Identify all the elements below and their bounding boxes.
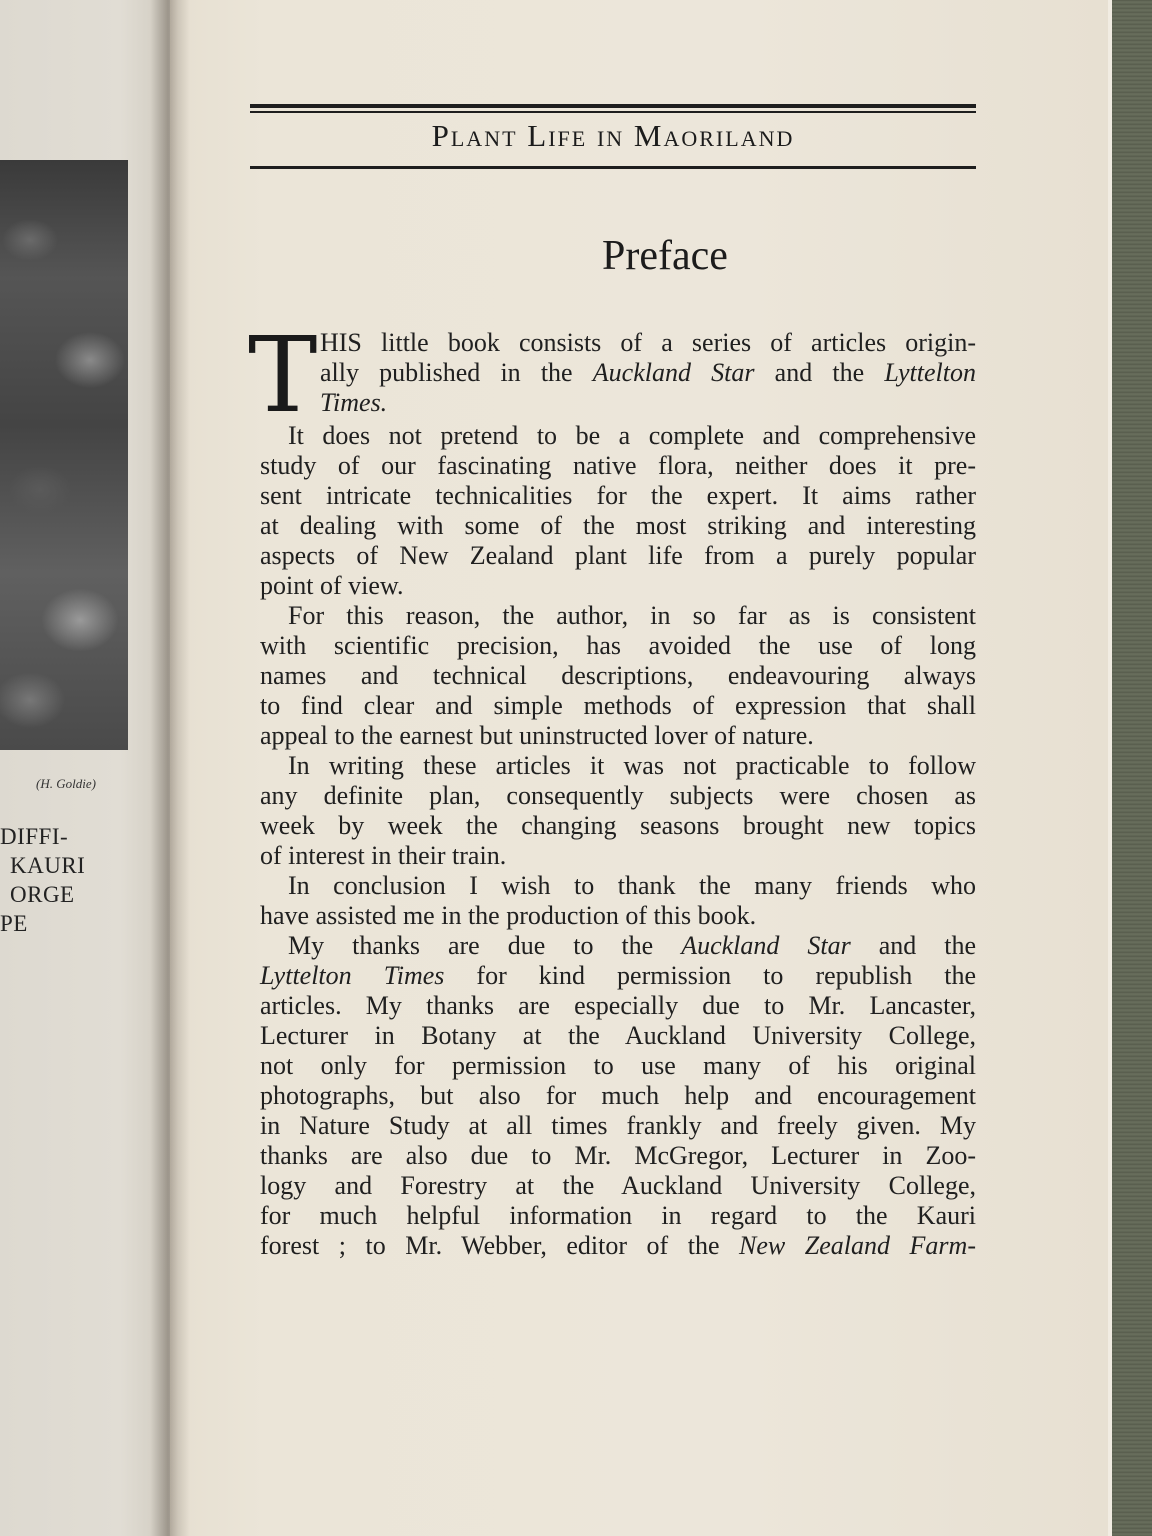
text-span: forest ; to Mr. Webber, editor of the [260, 1231, 740, 1260]
text-line [260, 1231, 976, 1261]
text-span: My thanks are due to the [288, 931, 682, 960]
text-line: week by week the changing seasons brought new topics [260, 811, 976, 840]
text-line: with scientific precision, has avoided the use of long [260, 631, 976, 660]
running-head: Plant Life in Maoriland [431, 118, 795, 153]
text-span: for kind permission to republish the [444, 961, 977, 990]
caption-line: KAURI [10, 853, 86, 878]
caption-line: ORGE [10, 882, 75, 907]
text-line: to find clear and simple methods of expression that shall [260, 691, 976, 720]
text-line: for much helpful information in regard to the Kauri [260, 1201, 976, 1230]
drop-cap: T [248, 314, 318, 436]
text-line: photographs, but also for much help and encouragement [260, 1081, 976, 1110]
text-span: and the [754, 358, 885, 387]
header-rule-top [250, 104, 976, 108]
book-gutter [150, 0, 190, 1536]
left-facing-page [0, 0, 172, 1536]
text-line: have assisted me in the production of this book. [260, 901, 757, 930]
text-line: study of our fascinating native flora, neither does it pre- [260, 451, 976, 480]
text-line: logy and Forestry at the Auckland University College, [260, 1171, 976, 1200]
text-line: In conclusion I wish to thank the many friends who [288, 871, 976, 900]
text-line: thanks are also due to Mr. McGregor, Lecturer in Zoo- [260, 1141, 976, 1170]
text-span: and the [850, 931, 976, 960]
text-line: HIS little book consists of a series of articles origin- [320, 328, 976, 357]
photo-credit: (H. Goldie) [36, 776, 96, 791]
text-line: It does not pretend to be a complete and comprehensive [288, 421, 976, 450]
publication-name: Auckland Star [592, 358, 755, 387]
text-line: point of view. [260, 571, 404, 600]
text-line: of interest in their train. [260, 841, 507, 870]
text-line: aspects of New Zealand plant life from a purely popular [260, 541, 976, 570]
publication-name: Lyttelton Times [260, 961, 445, 990]
text-line: sent intricate technicalities for the expert. It aims rather [260, 481, 976, 510]
text-line: Lecturer in Botany at the Auckland University College, [260, 1021, 976, 1050]
photo-caption-fragment [0, 822, 85, 938]
caption-line: DIFFI- [0, 824, 69, 849]
text-line: in Nature Study at all times frankly and freely given. My [260, 1111, 976, 1140]
text-line: Times. [320, 388, 388, 417]
publication-name: Auckland Star [681, 931, 851, 960]
text-line [260, 961, 976, 991]
text-line: For this reason, the author, in so far as is consistent [288, 601, 976, 630]
text-line: at dealing with some of the most striking and interesting [260, 511, 976, 540]
text-span: ally published in the [320, 358, 593, 387]
book-cover-edge [1112, 0, 1152, 1536]
publication-name: Lyttelton [884, 358, 976, 387]
text-line: not only for permission to use many of his original [260, 1051, 976, 1080]
text-line: any definite plan, consequently subjects were chosen as [260, 781, 976, 810]
text-line: In writing these articles it was not practicable to follow [288, 751, 976, 780]
kauri-photo [0, 160, 128, 750]
text-line: appeal to the earnest but uninstructed lover of nature. [260, 721, 814, 750]
text-line [320, 358, 976, 388]
header-rule-top-thin [250, 111, 976, 113]
text-line: articles. My thanks are especially due to Mr. Lancaster, [260, 991, 976, 1020]
page-title: Preface [602, 233, 728, 279]
header-rule-bottom [250, 166, 976, 169]
publication-name: New Zealand Farm- [739, 1231, 976, 1260]
text-line: names and technical descriptions, endeavouring always [260, 661, 976, 690]
caption-line: PE [0, 911, 28, 936]
text-line [288, 931, 976, 961]
